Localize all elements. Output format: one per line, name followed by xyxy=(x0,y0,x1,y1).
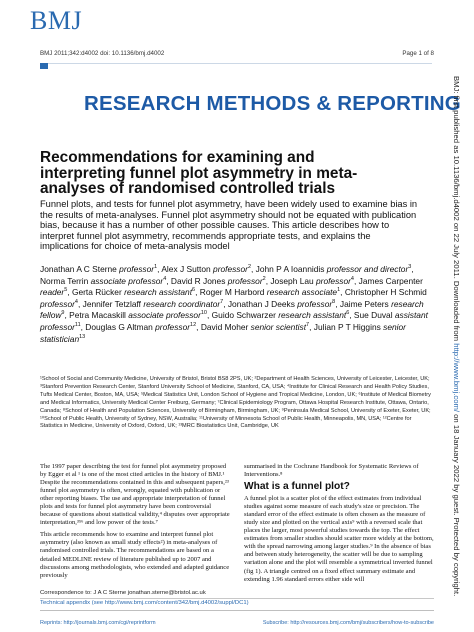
author-role: associate professor xyxy=(128,310,201,321)
author-role: research fellow xyxy=(40,298,424,321)
author-role: senior statistician xyxy=(40,321,406,344)
author-name: David R Jones xyxy=(170,275,226,286)
subsection-heading: What is a funnel plot? xyxy=(244,481,350,493)
author-affiliation-number: 11 xyxy=(74,322,81,329)
author-role: reader xyxy=(40,287,65,298)
author-name: Petra Macaskill xyxy=(69,310,126,321)
author-affiliation-number: 8 xyxy=(332,298,336,305)
header-rule xyxy=(40,63,432,64)
author xyxy=(200,287,345,297)
author-name: Douglas G Altman xyxy=(85,321,153,332)
author xyxy=(40,276,171,286)
author-separator: , xyxy=(195,287,200,298)
author xyxy=(212,310,354,320)
author-separator: , xyxy=(196,321,201,332)
author-affiliation-number: 4 xyxy=(74,298,78,305)
author-affiliation-number: 12 xyxy=(190,322,197,329)
author-name: Alex J Sutton xyxy=(161,264,211,274)
author-affiliation-number: 6 xyxy=(346,310,350,317)
author-affiliation-number: 4 xyxy=(163,275,167,282)
author-affiliation-number: 1 xyxy=(337,287,341,294)
author-affiliation-number: 5 xyxy=(64,287,68,294)
author-name: Roger M Harbord xyxy=(199,287,265,298)
citation-line: BMJ 2011;342:d4002 doi: 10.1136/bmj.d4002 xyxy=(40,50,165,57)
author-affiliation-number: 3 xyxy=(408,264,412,271)
body-paragraph: summarised in the Cochrane Handbook for Systematic Reviews of Interventions.⁸ xyxy=(244,463,419,479)
article-title: Recommendations for examining and interpreting funnel plot asymmetry in meta-analyses of randomised controlled trials xyxy=(40,149,358,197)
author-role: professor xyxy=(40,298,75,309)
reprints-link[interactable]: Reprints: http://journals.bmj.com/cgi/reprintform xyxy=(40,620,156,626)
article-abstract: Funnel plots, and tests for funnel plot asymmetry, have been widely used to examine bias in the results of meta-analyses. Funnel plot asymmetry should not be equated with publication bias, because it has a number of other possible causes. This article describes how to interpret funnel plot asymmetry, recommends appropriate tests, and explains the implications for choice of meta-analysis model xyxy=(40,199,418,251)
author-role: professor xyxy=(316,275,351,286)
author-name: David Moher xyxy=(200,321,249,332)
author-role: professor xyxy=(155,321,191,332)
author-separator: , xyxy=(335,298,340,309)
side-notice-prefix: BMJ: first published as 10.1136/bmj.d4002 on 22 July 2011. Downloaded from xyxy=(452,76,461,344)
body-column-left xyxy=(40,463,230,580)
author-separator: , xyxy=(349,310,354,321)
affiliations: ¹School of Social and Community Medicine, University of Bristol, Bristol BS8 2PS, UK; ²Department of Health Sciences, University of Leicester, Leicester, UK; ³Stanford Prevention Research Center, Stanford University School of Medicine, Stanford, CA, USA; ⁴Institute for Clinical Research and Health Policy Studies, Tufts Medical Center, Boston, MA, USA; ⁵Medical Statistics Unit, London School of Hygiene and Tropical Medicine, London, UK; ⁶Institute of Medical Biometry and Medical Informatics, University Medical Center Freiburg, Germany; ⁷Clinical Epidemiology Program, Ottawa Hospital Research Institute, Ottawa, Ontario, Canada; ⁸School of Health and Population Sciences, University of Birmingham, Birmingham, UK; ⁹Peninsula Medical School, University of Exeter, Exeter, UK; ¹⁰School of Public Health, University of Sydney, NSW, Australia; ¹¹University of Minnesota School of Public Health, Minneapolis, MN, USA; ¹²Centre for Statistics in Medicine, University of Oxford, Oxford, UK; ¹³MRC Biostatistics Unit, Cambridge, UK xyxy=(40,376,431,430)
author-separator: , xyxy=(166,275,171,286)
divider xyxy=(40,598,434,599)
body-column-right xyxy=(244,463,434,584)
author-role: senior scientist xyxy=(250,321,307,332)
author-separator: , xyxy=(353,275,359,286)
author xyxy=(40,264,161,274)
header-accent-mark xyxy=(40,63,48,69)
author-separator: , xyxy=(67,287,72,298)
author xyxy=(72,287,200,297)
author-affiliation-number: 7 xyxy=(220,298,224,305)
author-separator: , xyxy=(251,264,256,274)
author-separator: , xyxy=(411,264,414,274)
author-name: Guido Schwarzer xyxy=(211,310,276,321)
author-affiliation-number: 9 xyxy=(61,310,65,317)
author-name: Joseph Lau xyxy=(270,275,314,286)
side-notice-link[interactable]: http://www.bmj.com/ xyxy=(452,343,461,413)
author-name: Sue Duval xyxy=(353,310,393,321)
author xyxy=(201,322,314,332)
side-notice-suffix: on 18 January 2022 by guest. Protected by copyright. xyxy=(452,412,461,597)
author-name: Jonathan J Deeks xyxy=(227,298,295,309)
author-role: professor and director xyxy=(326,264,409,274)
body-paragraph: This article recommends how to examine and interpret funnel plot asymmetry (also known as small study effects²) in meta-analyses of randomised controlled trials. The recommendations are based on a detailed MEDLINE review of literature published up to 2007 and discussions among methodologists, who extended and adapted guidance previously xyxy=(40,531,230,579)
author-separator: , xyxy=(157,264,162,274)
author-separator: , xyxy=(265,275,271,286)
bmj-logo: BMJ xyxy=(30,6,83,35)
author xyxy=(85,322,201,332)
author-separator: , xyxy=(77,298,83,309)
author-name: Jaime Peters xyxy=(339,298,389,309)
author-name: John P A Ioannidis xyxy=(255,264,325,274)
author-name: Jonathan A C Sterne xyxy=(40,264,117,274)
author xyxy=(270,276,358,286)
author xyxy=(83,299,228,309)
subscribe-link[interactable]: Subscribe: http://resources.bmj.com/bmj/subscribers/how-to-subscribe xyxy=(262,620,434,626)
body-paragraph: The 1997 paper describing the test for funnel plot asymmetry proposed by Egger et al ¹ is one of the most cited articles in the history of BMJ.¹ Despite the recommendations contained in this and subsequent papers,²³ funnel plot asymmetry is often, wrongly, equated with publication or other reporting biases. The use and appropriate interpretation of funnel plots and tests for funnel plot asymmetry have been controversial because of questions about statistical validity,⁴ disputes over appropriate interpretation,³⁵⁶ and low power of the tests.⁷ xyxy=(40,463,230,527)
author-separator: , xyxy=(223,298,228,309)
author xyxy=(228,299,340,309)
author-separator: , xyxy=(207,310,212,321)
author xyxy=(161,264,255,274)
author-affiliation-number: 2 xyxy=(262,275,266,282)
author-role: research assistant xyxy=(278,310,347,321)
author-name: Christopher H Schmid xyxy=(344,287,427,298)
author-role: research associate xyxy=(266,287,338,298)
side-notice-text xyxy=(452,76,461,596)
author-name: Julian P T Higgins xyxy=(313,321,381,332)
footer-rule xyxy=(40,610,434,611)
body-paragraph: A funnel plot is a scatter plot of the effect estimates from individual studies against some measure of each study's size or precision. The standard error of the effect estimate is often chosen as the measure of study size and plotted on the vertical axis⁹ with a reversed scale that places the larger, most powerful studies towards the top. The effect estimates from smaller studies should scatter more widely at the bottom, with the spread narrowing among larger studies.⁹ In the absence of bias and between study heterogeneity, the scatter will be due to sampling variation alone and the plot will resemble a symmetrical inverted funnel (fig 1). A triangle centred on a fixed effect summary estimate and extending 1.96 standard errors either side will xyxy=(244,495,434,583)
technical-appendix-link[interactable]: Technical appendix (see http://www.bmj.com/content/342/bmj.d4002/suppl/DC1) xyxy=(40,600,249,606)
correspondence: Correspondence to: J A C Sterne jonathan.sterne@bristol.ac.uk xyxy=(40,590,206,596)
author-role: research assistant xyxy=(124,287,193,298)
author-separator: , xyxy=(309,321,314,332)
author-role: professor xyxy=(227,275,263,286)
author-affiliation-number: 4 xyxy=(350,275,354,282)
author-separator: , xyxy=(64,310,70,321)
author-separator: , xyxy=(80,321,86,332)
author-role: professor xyxy=(119,264,155,274)
author-name: Norma Terrin xyxy=(40,275,89,286)
author-affiliation-number: 13 xyxy=(79,333,86,340)
author xyxy=(69,310,212,320)
author-affiliation-number: 1 xyxy=(154,264,158,271)
author-name: James Carpenter xyxy=(358,275,423,286)
author-role: research coordinator xyxy=(143,298,221,309)
author-affiliation-number: 2 xyxy=(247,264,252,271)
author-name: Gerta Rücker xyxy=(71,287,122,298)
author-affiliation-number: 6 xyxy=(192,287,196,294)
section-heading: RESEARCH METHODS & REPORTING xyxy=(84,92,461,115)
author-role: assistant professor xyxy=(40,310,428,332)
page-number: Page 1 of 8 xyxy=(402,50,434,57)
author-role: professor xyxy=(213,264,248,274)
author xyxy=(171,276,270,286)
author xyxy=(256,264,414,274)
author-separator: , xyxy=(340,287,345,298)
side-copyright-notice xyxy=(452,76,469,616)
author-role: professor xyxy=(297,298,333,309)
author-name: Jennifer Tetzlaff xyxy=(82,298,141,309)
author-affiliation-number: 7 xyxy=(306,322,310,329)
author-affiliation-number: 10 xyxy=(200,310,207,317)
author-list xyxy=(40,264,438,345)
author-role: associate professor xyxy=(90,275,164,286)
